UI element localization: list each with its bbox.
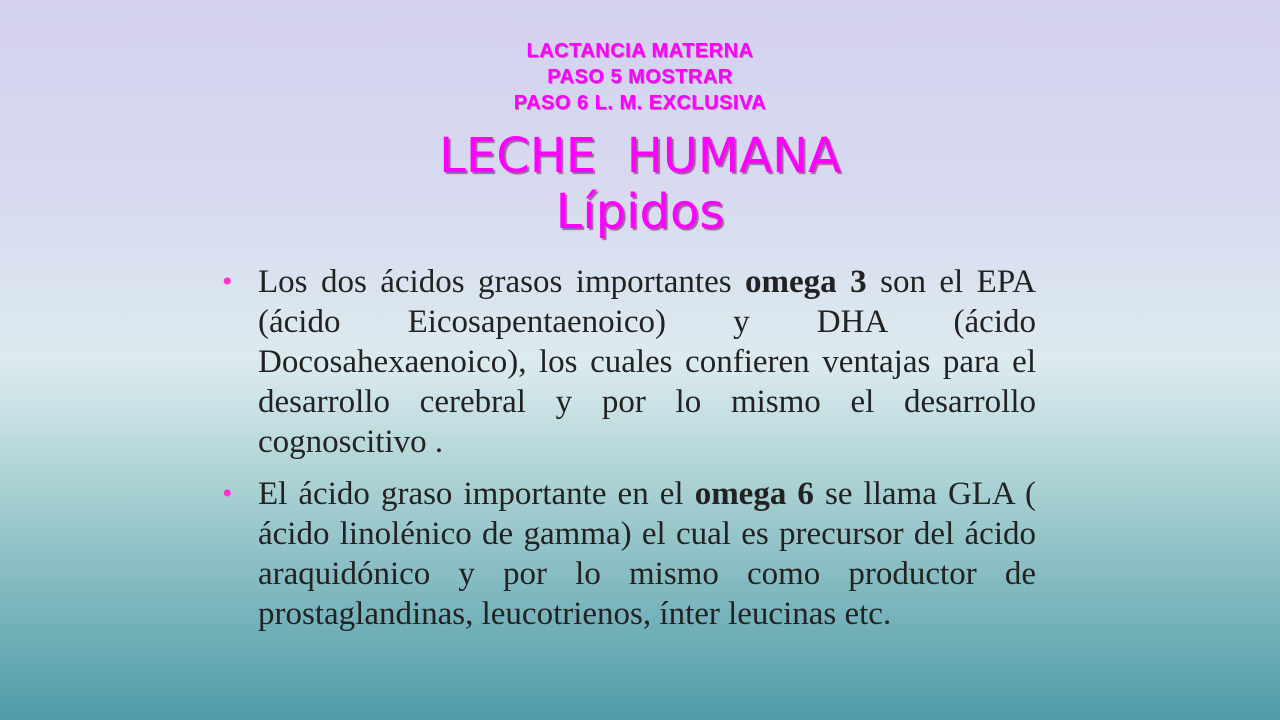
header-line-1: LACTANCIA MATERNA xyxy=(526,40,754,62)
slide-body xyxy=(222,262,1036,646)
bullet-item-2 xyxy=(222,474,1036,634)
bullet-item-1 xyxy=(222,262,1036,462)
bullet-text-part: se llama GLA ( ácido linolénico de gamma) el cual es precursor del ácido araquidónico y por lo mismo como productor de prostaglandinas, leucotrienos, ínter leucinas etc. xyxy=(258,476,1037,632)
bullet-text-part: Los dos ácidos grasos importantes xyxy=(258,264,746,300)
bullet-text-part: son el EPA (ácido Eicosapentaenoico) y DHA (ácido Docosahexaenoico), los cuales confieren ventajas para el desarrollo cerebral y por lo mismo el desarrollo cognoscitivo . xyxy=(258,264,1036,460)
title-line-1: LECHE HUMANA xyxy=(439,128,841,184)
bullet-text xyxy=(258,262,1036,462)
bullet-text-bold: omega 3 xyxy=(745,264,867,300)
title-line-2: Lípidos xyxy=(555,184,725,240)
bullet-marker: • xyxy=(222,477,233,510)
bullet-text-bold: omega 6 xyxy=(694,476,814,512)
bullet-text-part: El ácido graso importante en el xyxy=(258,476,695,512)
bullet-text xyxy=(258,474,1036,634)
slide-header xyxy=(0,38,1280,116)
slide-title xyxy=(0,128,1280,240)
header-line-2: PASO 5 MOSTRAR xyxy=(547,66,733,88)
header-line-3: PASO 6 L. M. EXCLUSIVA xyxy=(513,92,767,114)
bullet-marker: • xyxy=(222,265,233,298)
